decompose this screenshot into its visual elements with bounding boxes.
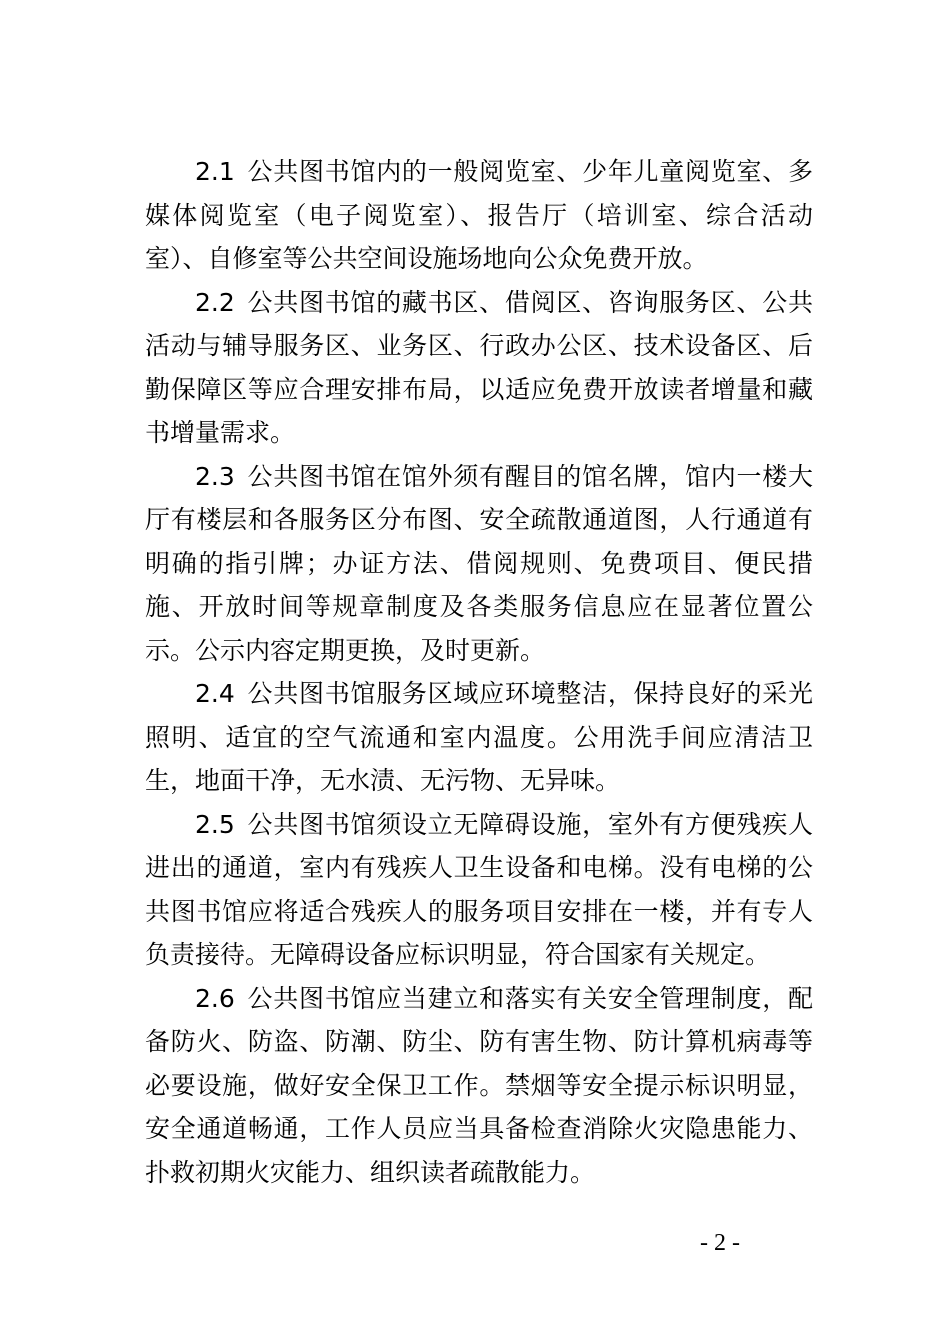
paragraph-2-5 xyxy=(145,803,813,977)
paragraph-text: 公共图书馆在馆外须有醒目的馆名牌，馆内一楼大厅有楼层和各服务区分布图、安全疏散通道图，人行通道有明确的指引牌；办证方法、借阅规则、免费项目、便民措施、开放时间等规章制度及各类服务信息应在显著位置公示。公示内容定期更换，及时更新。 xyxy=(145,461,813,665)
paragraph-number: 2.4 xyxy=(195,679,235,708)
paragraph-2-3 xyxy=(145,455,813,673)
paragraph-number: 2.1 xyxy=(195,157,235,186)
paragraph-2-1 xyxy=(145,150,813,281)
paragraph-text: 公共图书馆内的一般阅览室、少年儿童阅览室、多媒体阅览室（电子阅览室）、报告厅（培训室、综合活动室）、自修室等公共空间设施场地向公众免费开放。 xyxy=(145,157,813,273)
paragraph-number: 2.2 xyxy=(195,287,235,317)
paragraph-2-4 xyxy=(145,672,813,803)
paragraph-text: 公共图书馆的藏书区、借阅区、咨询服务区、公共活动与辅导服务区、业务区、行政办公区、技术设备区、后勤保障区等应合理安排布局，以适应免费开放读者增量和藏书增量需求。 xyxy=(145,287,813,447)
paragraph-number: 2.5 xyxy=(195,809,235,839)
paragraph-text: 公共图书馆应当建立和落实有关安全管理制度，配备防火、防盗、防潮、防尘、防有害生物、防计算机病毒等必要设施，做好安全保卫工作。禁烟等安全提示标识明显，安全通道畅通，工作人员应当具备检查消除火灾隐患能力、扑救初期火灾能力、组织读者疏散能力。 xyxy=(145,983,813,1187)
document-body xyxy=(145,150,813,1194)
page-number: - 2 - xyxy=(700,1230,740,1256)
paragraph-2-2 xyxy=(145,281,813,455)
paragraph-number: 2.3 xyxy=(195,461,235,491)
paragraph-2-6 xyxy=(145,977,813,1195)
paragraph-number: 2.6 xyxy=(195,983,235,1013)
paragraph-text: 公共图书馆服务区域应环境整洁，保持良好的采光照明、适宜的空气流通和室内温度。公用洗手间应清洁卫生，地面干净，无水渍、无污物、无异味。 xyxy=(145,679,813,795)
paragraph-text: 公共图书馆须设立无障碍设施，室外有方便残疾人进出的通道，室内有残疾人卫生设备和电梯。没有电梯的公共图书馆应将适合残疾人的服务项目安排在一楼，并有专人负责接待。无障碍设备应标识明显，符合国家有关规定。 xyxy=(145,809,813,969)
